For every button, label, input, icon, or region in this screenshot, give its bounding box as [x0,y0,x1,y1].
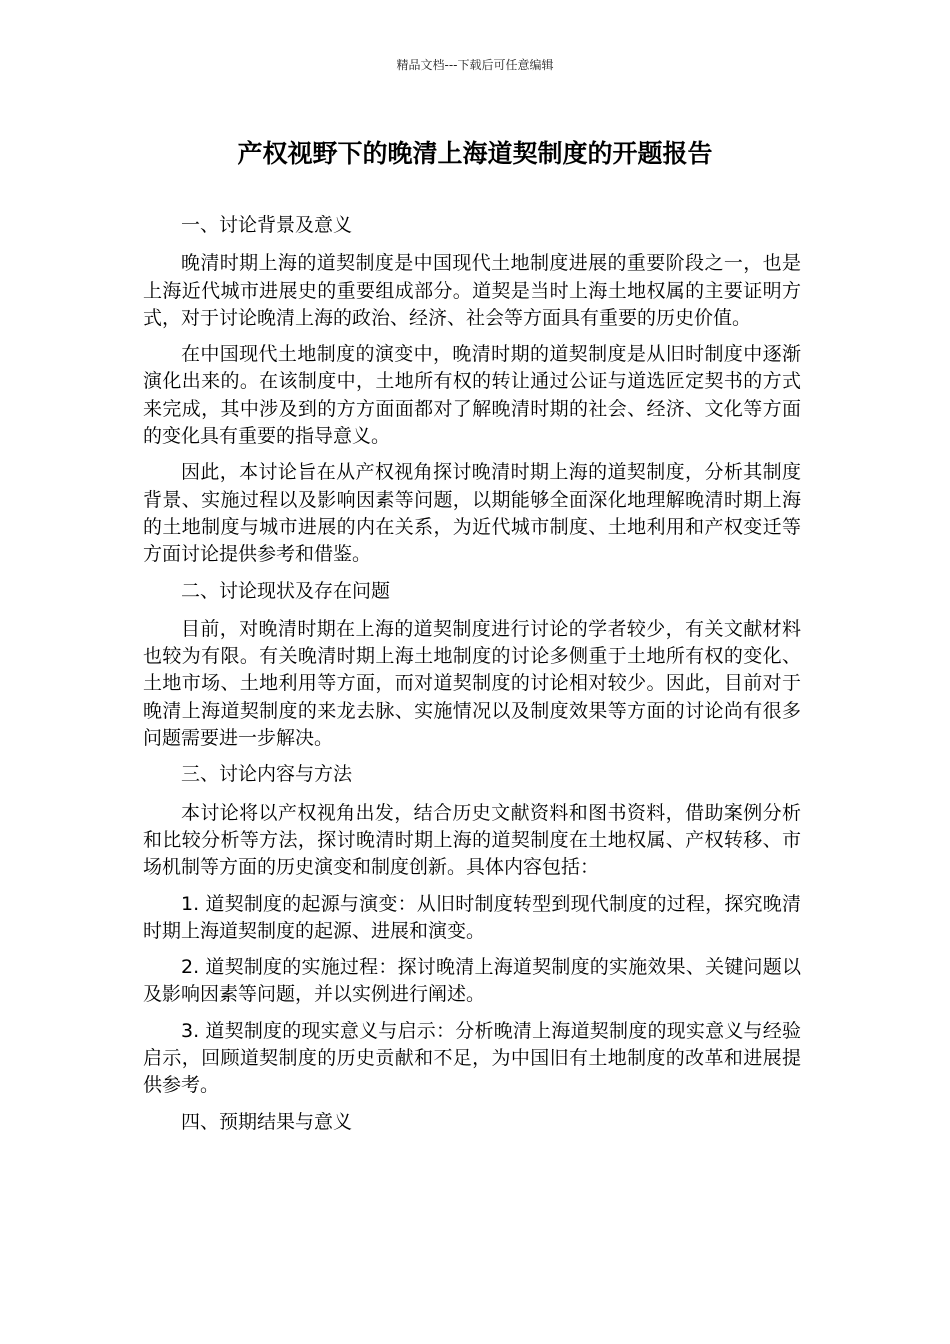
paragraph-background-3: 因此，本讨论旨在从产权视角探讨晚清时期上海的道契制度，分析其制度背景、实施过程以及影响因素等问题，以期能够全面深化地理解晚清时期上海的土地制度与城市进展的内在关系，为近代城市制度、土地利用和产权变迁等方面讨论提供参考和借鉴。 [143,461,801,566]
paragraph-status-1: 目前，对晚清时期在上海的道契制度进行讨论的学者较少，有关文献材料也较为有限。有关晚清时期上海土地制度的讨论多侧重于土地所有权的变化、土地市场、土地利用等方面，而对道契制度的讨论相对较少。因此，目前对于晚清上海道契制度的来龙去脉、实施情况以及制度效果等方面的讨论尚有很多问题需要进一步解决。 [143,617,801,750]
section-heading-status: 二、讨论现状及存在问题 [181,579,391,602]
section-heading-expected: 四、预期结果与意义 [181,1110,353,1133]
section-heading-content: 三、讨论内容与方法 [181,763,353,786]
list-item-content-2: 2. 道契制度的实施过程：探讨晚清上海道契制度的实施效果、关键问题以及影响因素等问题，并以实例进行阐述。 [143,956,801,1006]
list-item-content-1: 1. 道契制度的起源与演变：从旧时制度转型到现代制度的过程，探究晚清时期上海道契制度的起源、进展和演变。 [143,892,801,942]
header-note: 精品文档---下载后可任意编辑 [396,58,554,72]
paragraph-background-1: 晚清时期上海的道契制度是中国现代土地制度进展的重要阶段之一，也是上海近代城市进展史的重要组成部分。道契是当时上海土地权属的主要证明方式，对于讨论晚清上海的政治、经济、社会等方面具有重要的历史价值。 [143,252,801,329]
paragraph-content-1: 本讨论将以产权视角出发，结合历史文献资料和图书资料，借助案例分析和比较分析等方法，探讨晚清时期上海的道契制度在土地权属、产权转移、市场机制等方面的历史演变和制度创新。具体内容包括： [143,801,801,879]
paragraph-background-2: 在中国现代土地制度的演变中，晚清时期的道契制度是从旧时制度中逐渐演化出来的。在该制度中，土地所有权的转让通过公证与道选匠定契书的方式来完成，其中涉及到的方方面面都对了解晚清时期的社会、经济、文化等方面的变化具有重要的指导意义。 [143,343,801,448]
list-item-content-3: 3. 道契制度的现实意义与启示：分析晚清上海道契制度的现实意义与经验启示，回顾道契制度的历史贡献和不足，为中国旧有土地制度的改革和进展提供参考。 [143,1019,801,1097]
document-body [143,212,801,1147]
document-title: 产权视野下的晚清上海道契制度的开题报告 [237,139,713,168]
section-heading-background: 一、讨论背景及意义 [181,214,353,236]
